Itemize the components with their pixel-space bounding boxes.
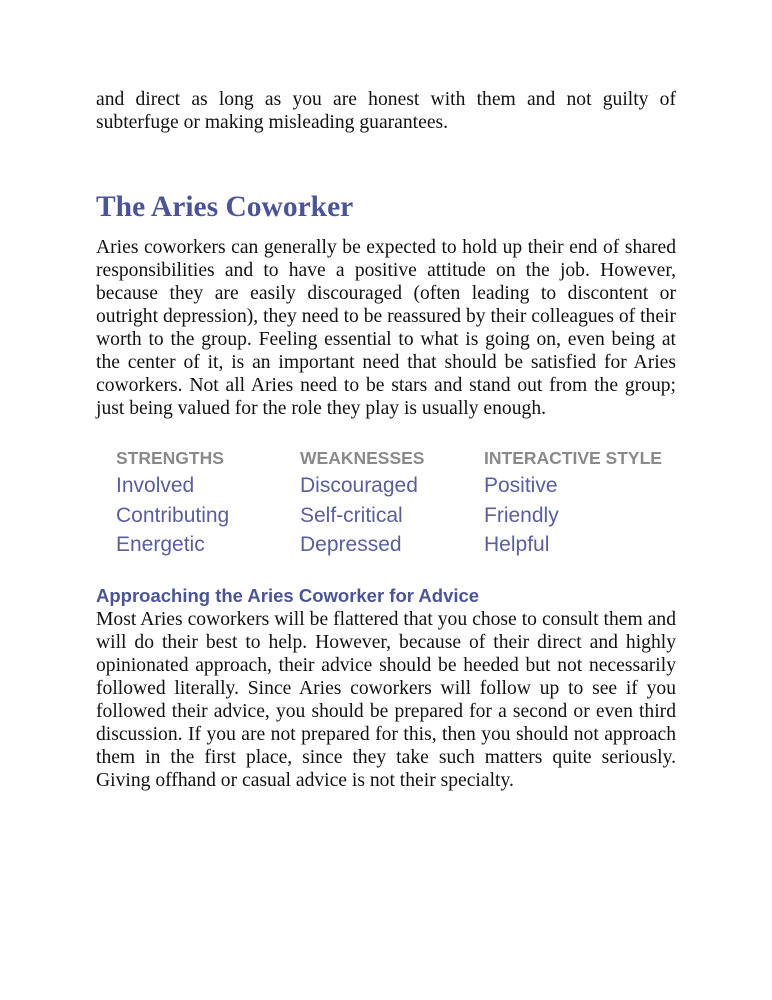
advice-paragraph: Most Aries coworkers will be flattered that you chose to consult them and will do their best to help. However, because of their direct and highly opinionated approach, their advice should be heeded but not necessarily followed literally. Since Aries coworkers will follow up to see if you followed their advice, you should be prepared for a second or even third discussion. If you are not prepared for this, then you should not approach them in the first place, since they take such matters quite seriously. Giving offhand or casual advice is not their specialty. — [96, 608, 676, 791]
traits-cell: Positive — [484, 474, 558, 497]
traits-cell: Discouraged — [300, 474, 418, 497]
traits-header-strengths: STRENGTHS — [116, 448, 224, 468]
traits-cell: Helpful — [484, 533, 550, 556]
traits-header-interactive-style: INTERACTIVE STYLE — [484, 448, 662, 468]
traits-cell: Friendly — [484, 503, 559, 527]
advice-heading: Approaching the Aries Coworker for Advice — [96, 584, 480, 606]
traits-cell: Contributing — [116, 503, 230, 527]
intro-paragraph: and direct as long as you are honest with them and not guilty of subterfuge or making misleading guarantees. — [96, 89, 676, 133]
traits-cell: Involved — [116, 474, 195, 497]
section-paragraph: Aries coworkers can generally be expected to hold up their end of shared responsibilities and to have a positive attitude on the job. However, because they are easily discouraged (often leading to discontent or outright depression), they need to be reassured by their colleagues of their worth to the group. Feeling essential to what is going on, even being at the center of it, is an important need that should be satisfied for Aries coworkers. Not all Aries need to be stars and stand out from the group; just being valued for the role they play is usually enough. — [96, 237, 677, 419]
traits-cell: Energetic — [116, 533, 205, 556]
traits-table — [116, 446, 676, 560]
document-page — [96, 88, 676, 792]
traits-cell: Depressed — [300, 533, 402, 556]
traits-header-weaknesses: WEAKNESSES — [300, 448, 425, 468]
section-heading: The Aries Coworker — [96, 191, 354, 223]
traits-cell: Self-critical — [300, 503, 403, 527]
